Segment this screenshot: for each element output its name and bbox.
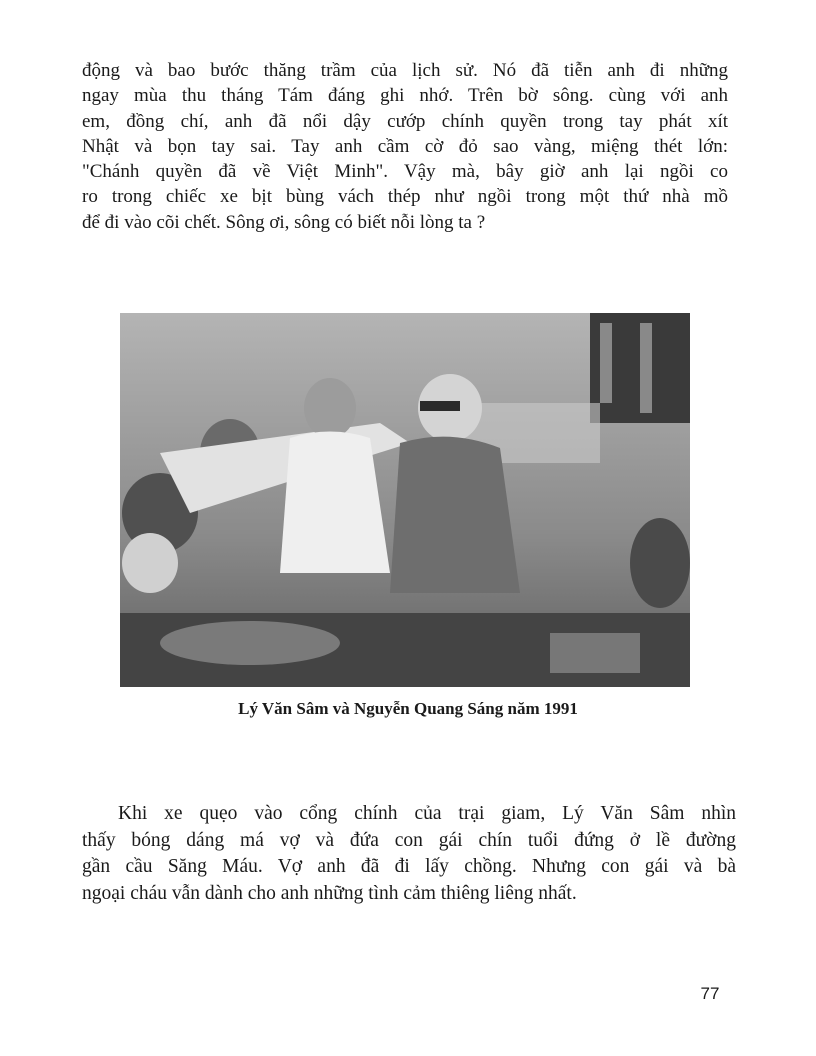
paragraph-bottom-line: gần cầu Săng Máu. Vợ anh đã đi lấy chồng. Nhưng con gái và bà xyxy=(82,856,736,877)
paragraph-top-line: ngay mùa thu tháng Tám đáng ghi nhớ. Trên bờ sông. cùng với anh xyxy=(82,85,728,107)
paragraph-bottom-line: Khi xe quẹo vào cổng chính của trại giam, Lý Văn Sâm nhìn xyxy=(118,803,736,824)
paragraph-top xyxy=(82,58,728,235)
paragraph-bottom-line: ngoại cháu vẫn dành cho anh những tình cảm thiêng liêng nhất. xyxy=(82,882,577,904)
paragraph-bottom xyxy=(82,801,736,907)
paragraph-top-line: "Chánh quyền đã về Việt Minh". Vậy mà, bây giờ anh lại ngồi co xyxy=(82,161,728,183)
paragraph-top-line: động và bao bước thăng trầm của lịch sử. Nó đã tiễn anh đi những xyxy=(82,60,728,81)
flowers xyxy=(160,621,340,665)
photograph xyxy=(120,313,690,687)
paragraph-top-line: để đi vào cõi chết. Sông ơi, sông có biết nỗi lòng ta ? xyxy=(82,211,486,233)
photograph-illustration xyxy=(120,313,690,687)
paragraph-bottom-line: thấy bóng dáng má vợ và đứa con gái chín tuổi đứng ở lề đường xyxy=(82,829,736,851)
paragraph-top-line: ro trong chiếc xe bịt bùng vách thép như ngồi trong một thứ nhà mồ xyxy=(82,186,728,208)
person-left-head xyxy=(304,378,356,438)
paragraph-top-line: em, đồng chí, anh đã nổi dậy cướp chính quyền trong tay phát xít xyxy=(82,110,728,132)
page-number: 77 xyxy=(700,984,720,1003)
paragraph-top-line: Nhật và bọn tay sai. Tay anh cầm cờ đỏ sao vàng, miệng thét lớn: xyxy=(82,135,728,157)
person-right-shirt xyxy=(390,437,520,593)
photo-caption: Lý Văn Sâm và Nguyễn Quang Sáng năm 1991 xyxy=(238,699,578,718)
